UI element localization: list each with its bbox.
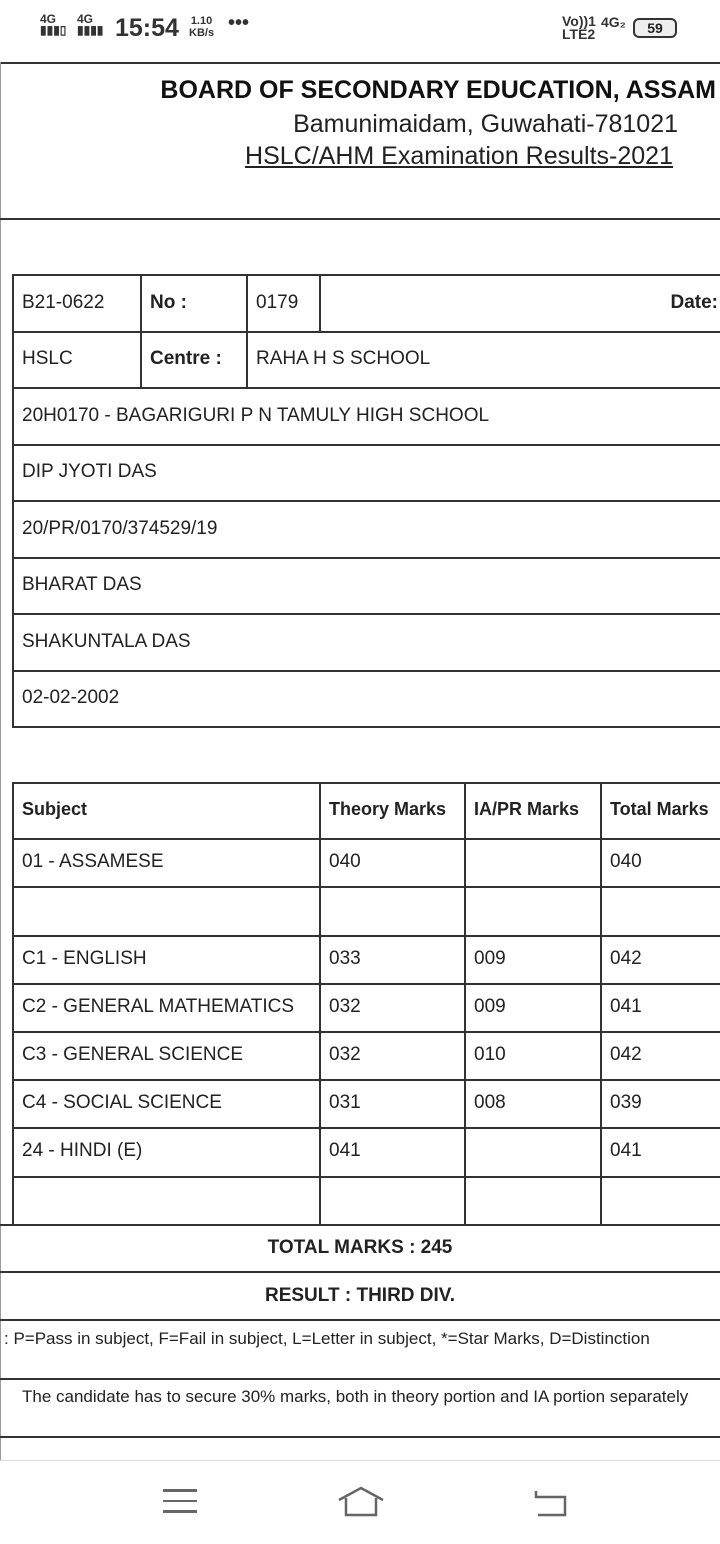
network-type: 4G bbox=[77, 12, 94, 26]
divider bbox=[0, 62, 720, 64]
centre-label: Centre : bbox=[150, 348, 222, 369]
mother-name: SHAKUNTALA DAS bbox=[22, 631, 191, 652]
legend-note: : P=Pass in subject, F=Fail in subject, L=Letter in subject, *=Star Marks, D=Distinction bbox=[4, 1329, 650, 1348]
no-label: No : bbox=[150, 292, 187, 313]
exam-results-title: HSLC/AHM Examination Results-2021 bbox=[245, 142, 673, 170]
candidate-name: DIP JYOTI DAS bbox=[22, 461, 157, 482]
theory-marks: 033 bbox=[329, 948, 361, 969]
father-name: BHARAT DAS bbox=[22, 574, 142, 595]
registration-number: 20/PR/0170/374529/19 bbox=[22, 518, 218, 539]
total-marks-cell: 039 bbox=[610, 1092, 642, 1113]
column-header: Total Marks bbox=[610, 799, 709, 819]
row-line bbox=[12, 838, 720, 840]
theory-marks: 041 bbox=[329, 1140, 361, 1161]
col-line bbox=[319, 274, 321, 332]
subject: 01 - ASSAMESE bbox=[22, 851, 164, 872]
ia-marks: 010 bbox=[474, 1044, 506, 1065]
ia-marks: 009 bbox=[474, 996, 506, 1017]
school-name: 20H0170 - BAGARIGURI P N TAMULY HIGH SCHOOL bbox=[22, 405, 490, 426]
volte: Vo))1 bbox=[562, 13, 596, 29]
row-line bbox=[12, 1176, 720, 1178]
net-speed bbox=[189, 15, 214, 39]
network-4g: 4G₂ bbox=[601, 14, 626, 30]
row-line bbox=[12, 613, 720, 615]
home-button[interactable] bbox=[336, 1485, 386, 1519]
row-line bbox=[12, 1079, 720, 1081]
speed-value: 1.10 bbox=[190, 15, 213, 27]
menu-button[interactable] bbox=[163, 1489, 197, 1513]
date-label: Date: bbox=[670, 292, 718, 313]
divider bbox=[0, 1319, 720, 1321]
divider bbox=[0, 1436, 720, 1438]
navigation-bar bbox=[0, 1460, 720, 1544]
ia-marks: 008 bbox=[474, 1092, 506, 1113]
divider bbox=[0, 1378, 720, 1380]
col-line bbox=[464, 782, 466, 1226]
row-line bbox=[12, 274, 720, 276]
col-line bbox=[319, 782, 321, 1226]
row-line bbox=[12, 726, 720, 728]
column-header: Theory Marks bbox=[329, 799, 447, 819]
row-line bbox=[12, 1127, 720, 1129]
col-line bbox=[12, 274, 14, 728]
theory-marks: 040 bbox=[329, 851, 361, 872]
row-line bbox=[12, 557, 720, 559]
col-line bbox=[140, 274, 142, 389]
lte: LTE2 bbox=[562, 26, 596, 42]
col-line bbox=[12, 782, 14, 1226]
board-title: BOARD OF SECONDARY EDUCATION, ASSAM bbox=[160, 76, 716, 104]
result: RESULT : THIRD DIV. bbox=[264, 1285, 455, 1306]
row-line bbox=[12, 935, 720, 937]
divider bbox=[0, 218, 720, 220]
network-type: 4G bbox=[40, 12, 57, 26]
column-header: IA/PR Marks bbox=[474, 799, 580, 819]
divider bbox=[0, 1271, 720, 1273]
more-icon: ••• bbox=[228, 12, 250, 34]
total-marks-cell: 041 bbox=[610, 996, 642, 1017]
row-line bbox=[12, 782, 720, 784]
ia-marks: 009 bbox=[474, 948, 506, 969]
exam-type: HSLC bbox=[22, 348, 73, 369]
roll-code: B21-0622 bbox=[22, 292, 105, 313]
subject: C2 - GENERAL MATHEMATICS bbox=[22, 996, 295, 1017]
theory-marks: 032 bbox=[329, 1044, 361, 1065]
back-button[interactable] bbox=[530, 1487, 570, 1517]
subject: 24 - HINDI (E) bbox=[22, 1140, 143, 1161]
row-line bbox=[12, 500, 720, 502]
subject: C4 - SOCIAL SCIENCE bbox=[22, 1092, 222, 1113]
row-line bbox=[12, 444, 720, 446]
battery-icon: 59 bbox=[633, 18, 677, 38]
col-line bbox=[600, 782, 602, 1226]
row-line bbox=[0, 1224, 720, 1226]
signal-2: 4G ▮▮▮▮ bbox=[77, 12, 104, 37]
status-bar bbox=[0, 0, 720, 60]
theory-marks: 032 bbox=[329, 996, 361, 1017]
pass-criteria-note: The candidate has to secure 30% marks, both in theory portion and IA portion separately bbox=[22, 1387, 689, 1406]
col-line bbox=[246, 274, 248, 389]
speed-unit: KB/s bbox=[189, 27, 215, 39]
signal-1: 4G ▮▮▮▯ bbox=[40, 12, 67, 37]
row-line bbox=[12, 886, 720, 888]
centre-value: RAHA H S SCHOOL bbox=[256, 348, 431, 369]
volte-indicator bbox=[562, 15, 596, 41]
date-of-birth: 02-02-2002 bbox=[22, 687, 120, 708]
total-marks-cell: 040 bbox=[610, 851, 642, 872]
total-marks-cell: 042 bbox=[610, 1044, 642, 1065]
roll-number: 0179 bbox=[256, 292, 299, 313]
subject: C3 - GENERAL SCIENCE bbox=[22, 1044, 244, 1065]
row-line bbox=[12, 670, 720, 672]
theory-marks: 031 bbox=[329, 1092, 361, 1113]
total-marks-cell: 041 bbox=[610, 1140, 642, 1161]
total-marks: TOTAL MARKS : 245 bbox=[267, 1237, 453, 1258]
board-address: Bamunimaidam, Guwahati-781021 bbox=[293, 110, 678, 138]
subject: C1 - ENGLISH bbox=[22, 948, 147, 969]
row-line bbox=[12, 983, 720, 985]
row-line bbox=[12, 331, 720, 333]
row-line bbox=[12, 387, 720, 389]
total-marks-cell: 042 bbox=[610, 948, 642, 969]
row-line bbox=[12, 1031, 720, 1033]
column-header: Subject bbox=[22, 799, 88, 819]
clock: 15:54 bbox=[115, 14, 179, 42]
